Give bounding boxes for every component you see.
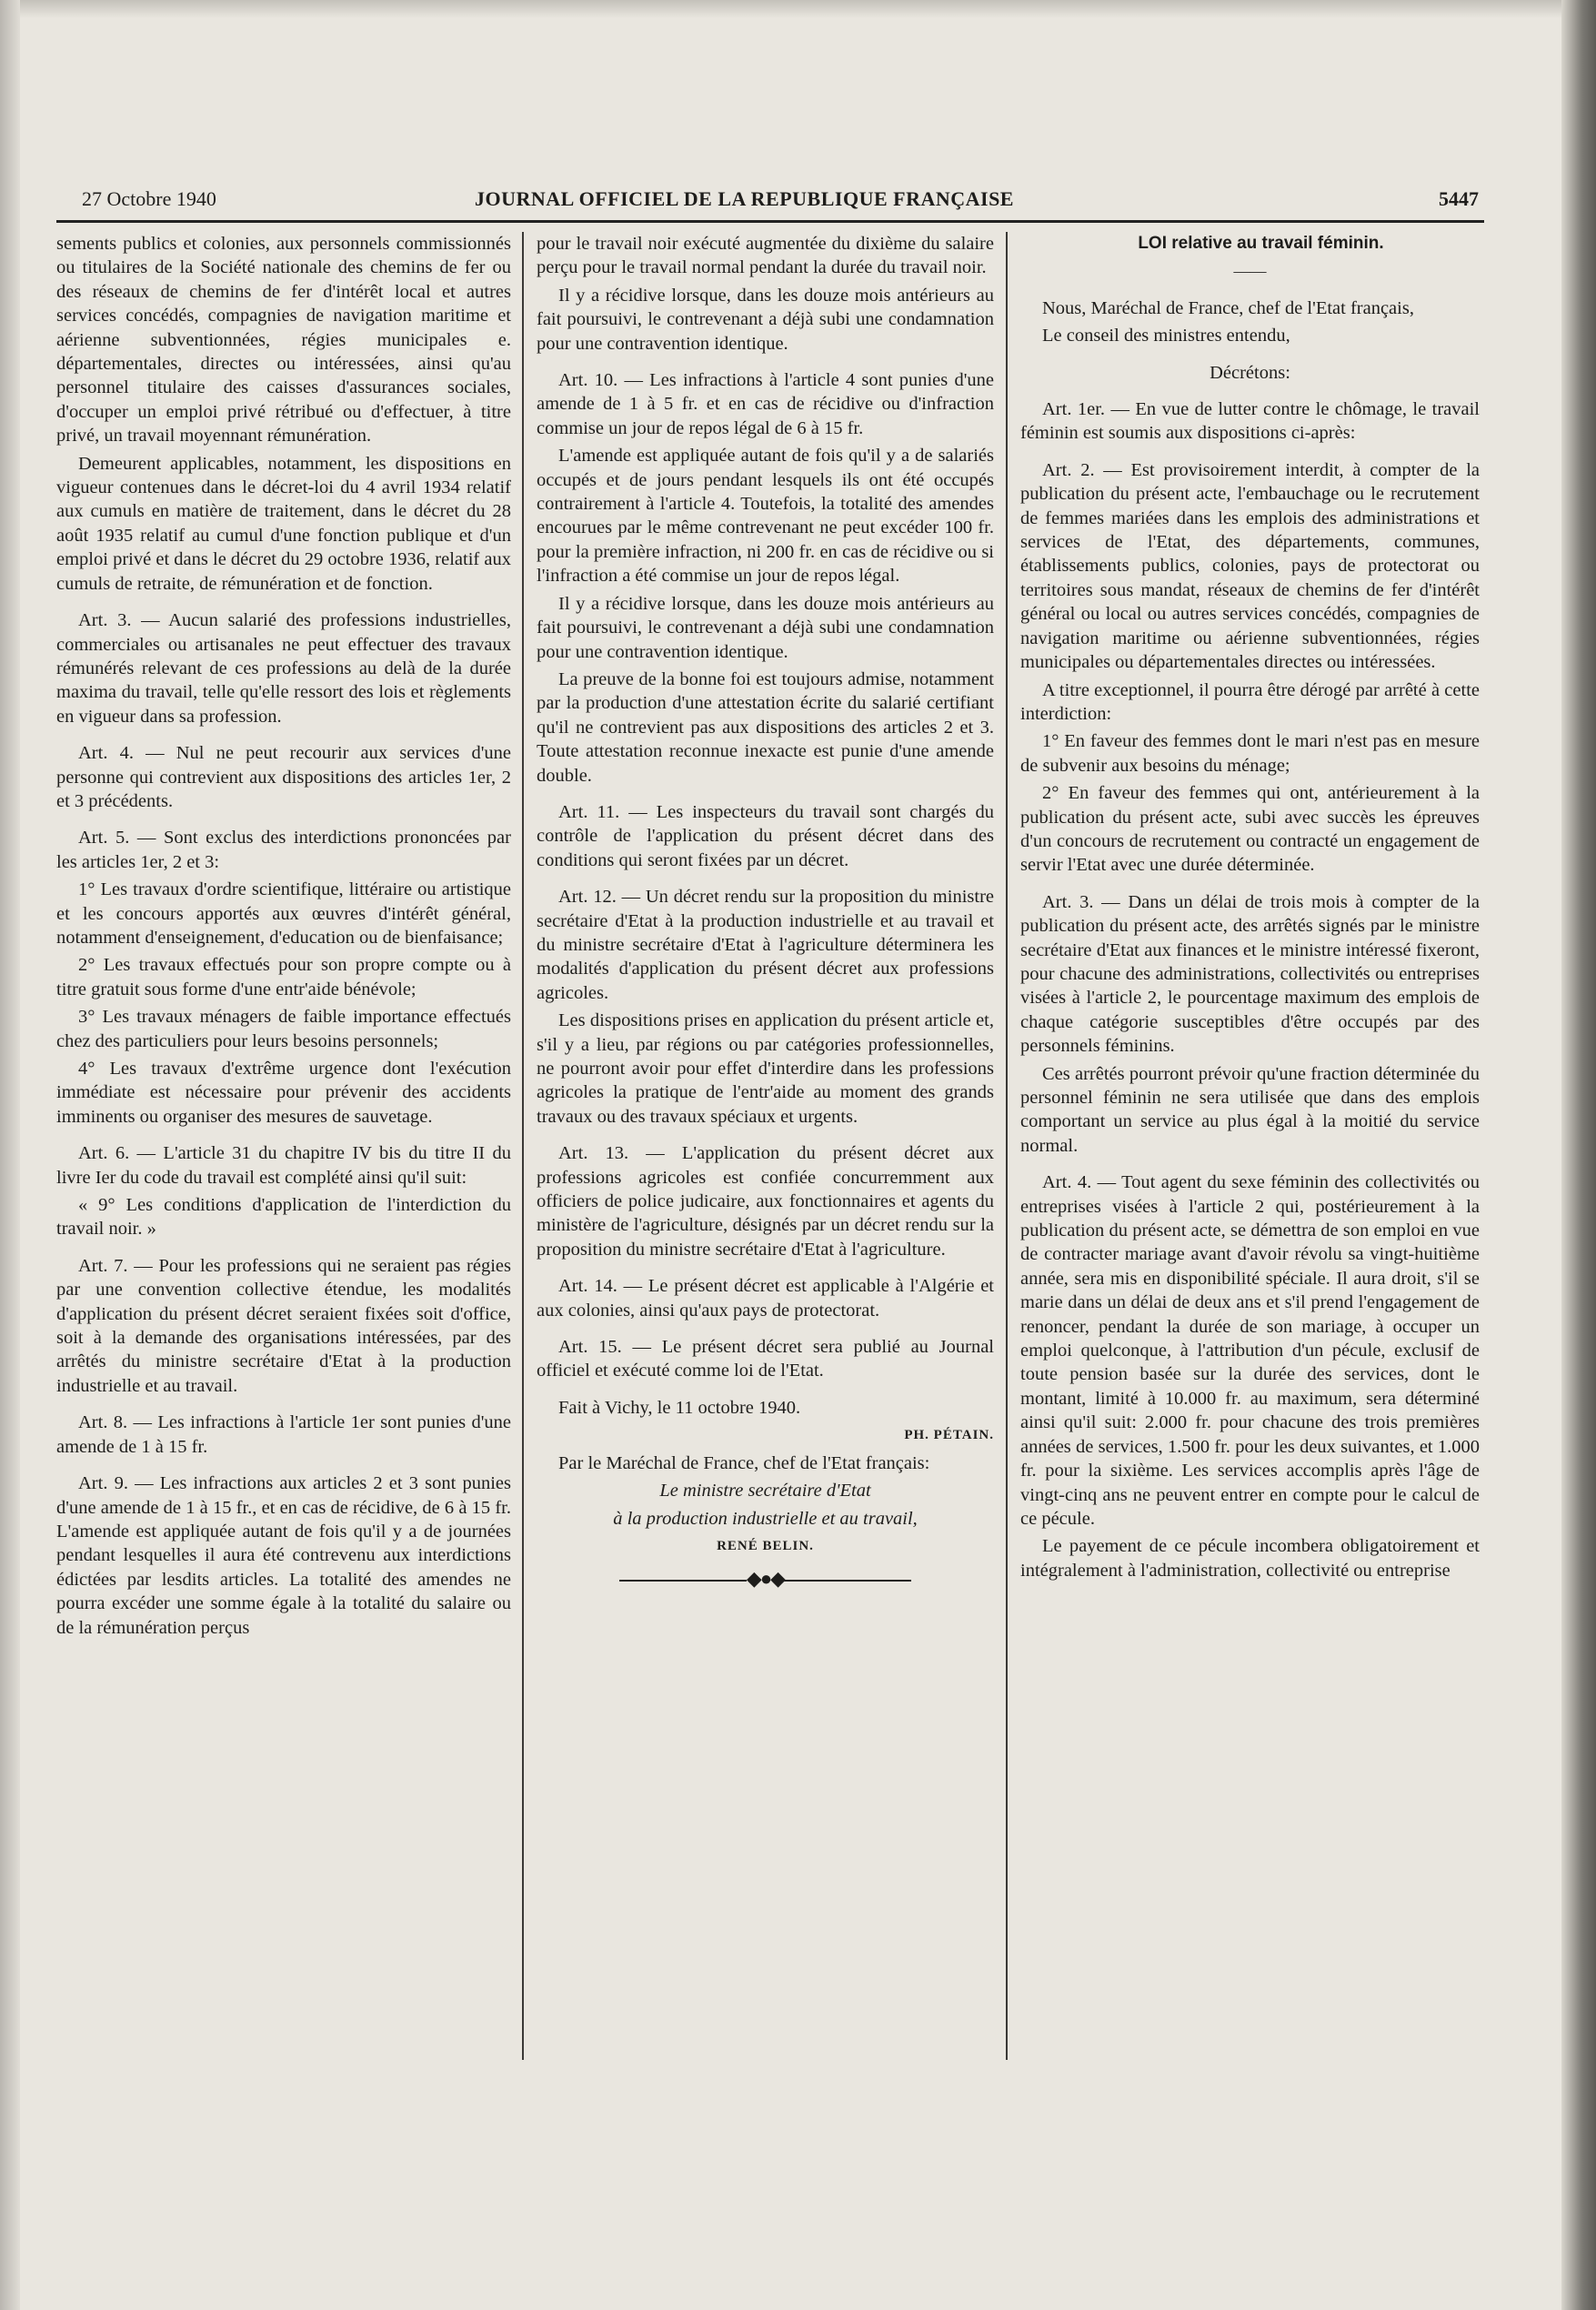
- article-6: Art. 6. — L'article 31 du chapitre IV bis du titre II du livre Ier du code du travail est complété ainsi qu'il suit:: [56, 1143, 511, 1188]
- column-3: [1020, 232, 1480, 1586]
- article-3: Art. 3. — Dans un délai de trois mois à compter de la publication du présent acte, des arrêtés signés par le ministre secrétaire d'Etat aux finances et le ministre intéressé fixeront, pour chacune des administrations, collectivités ou entreprises visées à l'article 2, le pourcentage maximum des emplois de chaque catégorie susceptibles d'être occupés par des personnels féminins.: [1020, 891, 1480, 1057]
- paragraph: A titre exceptionnel, il pourra être dérogé par arrêté à cette interdiction:: [1020, 679, 1480, 724]
- header-page-number: 5447: [1439, 187, 1479, 210]
- article-4: Art. 4. — Tout agent du sexe féminin des collectivités ou entreprises visées à l'article 2 qui, postérieurement à la publication du présent acte, se démettra de son emploi en vue de contracter mariage avant d'avoir révolu sa vingt-huitième année, sera mis en disponibilité spéciale. Il aura droit, s'il se marie dans un délai de deux ans et s'il prend l'engagement de renoncer, pendant la durée de son mariage, à occuper un emploi quelconque, à l'attribution d'un pécule, exclusif de toute pension basée sur la durée des services, dont le montant, limité à 10.000 fr. au maximum, sera déterminé ainsi qu'il suit: 2.000 fr. pour chacune des trois premières années de services, 1.500 fr. pour les deux suivantes, et 1.000 fr. pour la sixième. Les services accomplis après l'âge de vingt-cinq ans ne peuvent entrer en compte pour le calcul de ce pécule.: [1020, 1172, 1480, 1529]
- decree-word: Décrétons:: [1210, 362, 1290, 383]
- column-rule: [522, 232, 524, 2060]
- list-item: 4° Les travaux d'extrême urgence dont l'exécution immédiate est nécessaire pour prévenir des accidents imminents ou organiser des mesures de sauvetage.: [56, 1059, 511, 1127]
- header-date: 27 Octobre 1940: [82, 187, 216, 210]
- list-item: 3° Les travaux ménagers de faible importance effectués chez des particuliers pour leurs besoins personnels;: [56, 1007, 511, 1051]
- article-9: Art. 9. — Les infractions aux articles 2 et 3 sont punies d'une amende de 1 à 15 fr., et en cas de récidive, de 6 à 15 fr. L'amende est appliquée autant de fois qu'il y a de journées pendant lesquelles il aura été contrevenu aux interdictions édictées par lesdits articles. La totalité des amendes ne pourra excéder une somme égale à la totalité du salaire ou de la rémunération perçus: [56, 1473, 511, 1638]
- article-7: Art. 7. — Pour les professions qui ne seraient pas régies par une convention collective étendue, les modalités d'application du présent décret seraient fixées soit d'office, soit à la demande des organisations intéressées, par des arrêtés du ministre secrétaire d'Etat à la production industrielle et au travail.: [56, 1255, 511, 1396]
- minister-name: RENÉ BELIN.: [717, 1538, 814, 1553]
- list-item: 2° Les travaux effectués pour son propre compte ou à titre gratuit sous forme d'une entr'aide bénévole;: [56, 955, 511, 999]
- paragraph: Demeurent applicables, notamment, les dispositions en vigueur contenues dans le décret-loi du 4 avril 1934 relatif aux cumuls en matière de traitement, dans le décret du 28 août 1935 relatif au cumul d'une fonction publique et d'un emploi privé et dans le décret du 29 octobre 1936, relatif aux cumuls de retraite, de rémunération et de fonction.: [56, 453, 511, 594]
- section-ornament: ◆●◆: [537, 1567, 994, 1591]
- quotation: « 9° Les conditions d'application de l'interdiction du travail noir. »: [56, 1195, 511, 1240]
- article-10: Art. 10. — Les infractions à l'article 4 sont punies d'une amende de 1 à 5 fr. et en cas de récidive ou d'infraction commise un jour de repos légal de 6 à 15 fr.: [537, 370, 994, 438]
- paragraph: Il y a récidive lorsque, dans les douze mois antérieurs au fait poursuivi, le contrevenant a déjà subi une condamnation pour une contravention identique.: [537, 593, 994, 662]
- article-5: Art. 5. — Sont exclus des interdictions prononcées par les articles 1er, 2 et 3:: [56, 828, 511, 872]
- article-11: Art. 11. — Les inspecteurs du travail sont chargés du contrôle de l'application du présent décret dans des conditions qui seront fixées par un décret.: [537, 801, 994, 870]
- place-date: Fait à Vichy, le 11 octobre 1940.: [558, 1397, 801, 1418]
- minister-title: à la production industrielle et au travail,: [613, 1508, 918, 1529]
- paragraph: L'amende est appliquée autant de fois qu'il y a de salariés occupés et de jours pendant lesquels ils ont été occupés contrairement à l'article 4. Toutefois, la totalité des amendes encourues par le même contrevenant ne peut excéder 100 fr. pour la première infraction, ni 200 fr. en cas de récidive ou si l'infraction a été commise un jour de repos légal.: [537, 446, 994, 587]
- scan-border-top: [0, 0, 1596, 18]
- preamble: Nous, Maréchal de France, chef de l'Etat français,: [1042, 297, 1414, 318]
- preamble: Le conseil des ministres entendu,: [1042, 326, 1290, 346]
- list-item: 1° En faveur des femmes dont le mari n'est pas en mesure de subvenir aux besoins du ménage;: [1020, 731, 1480, 776]
- paragraph: pour le travail noir exécuté augmentée du dixième du salaire perçu pour le travail normal pendant la durée du travail noir.: [537, 234, 994, 278]
- paragraph: Il y a récidive lorsque, dans les douze mois antérieurs au fait poursuivi, le contrevenant a déjà subi une condamnation pour une contravention identique.: [537, 285, 994, 354]
- paragraph: sements publics et colonies, aux personnels commissionnés ou titulaires de la Société nationale des chemins de fer ou des réseaux de chemins de fer d'intérêt local et autres services concédés, compagnies de navigation maritime et aérienne subventionnées, régies municipales e. départementales, directes ou intéressées, ainsi qu'au personnel titulaire des caisses d'assurances sociales, d'occuper un emploi privé rétribué ou d'effectuer, à titre privé, un travail moyennant rémunération.: [56, 234, 511, 447]
- paragraph: Les dispositions prises en application du présent article et, s'il y a lieu, par régions ou par catégories professionnelles, ne pourront avoir pour effet d'interdire dans les professions agricoles la pratique de l'entr'aide au moment des grands travaux ou des travaux spéciaux et urgents.: [537, 1010, 994, 1127]
- column-2: [537, 232, 994, 1592]
- scan-border-left: [0, 0, 20, 2310]
- column-rule: [1006, 232, 1008, 2060]
- article-13: Art. 13. — L'application du présent décret aux professions agricoles est confiée concurremment aux officiers de police judicaire, aux fonctionnaires et agents du ministère de l'agriculture, désignés par un décret rendu sur la proposition du ministre secrétaire d'Etat à l'agriculture.: [537, 1143, 994, 1260]
- header-title: JOURNAL OFFICIEL DE LA REPUBLIQUE FRANÇAISE: [475, 187, 1014, 210]
- newspaper-page: [56, 178, 1484, 1638]
- paragraph: La preuve de la bonne foi est toujours admise, notamment par la production d'une attestation écrite du salarié certifiant qu'il ne contrevient pas aux dispositions des articles 2 et 3. Toute attestation reconnue inexacte est punie d'une amende double.: [537, 668, 994, 786]
- scan-border-right: [1561, 0, 1596, 2310]
- article-2: Art. 2. — Est provisoirement interdit, à compter de la publication du présent acte, l'embauchage ou le recrutement de femmes mariées dans les emplois des administrations et services de l'Etat, des départements, communes, établissements publics, colonies, pays de protectorat ou territoires sous mandat, réseaux de chemins de fer d'intérêt général ou local ou autres services concédés, compagnies de navigation maritime ou aérienne subventionnées, régies municipales ou départementales directes ou intéressées.: [1020, 459, 1480, 673]
- law-title: LOI relative au travail féminin.: [1138, 234, 1384, 253]
- article-8: Art. 8. — Les infractions à l'article 1er sont punies d'une amende de 1 à 15 fr.: [56, 1412, 511, 1457]
- page-header: [56, 178, 1484, 223]
- by-line: Par le Maréchal de France, chef de l'Etat français:: [558, 1452, 930, 1473]
- article-14: Art. 14. — Le présent décret est applicable à l'Algérie et aux colonies, ainsi qu'aux pays de protectorat.: [537, 1276, 994, 1321]
- signatory: PH. PÉTAIN.: [904, 1428, 994, 1443]
- article-1: Art. 1er. — En vue de lutter contre le chômage, le travail féminin est soumis aux dispositions ci-après:: [1020, 399, 1480, 444]
- title-divider: ——: [1233, 262, 1267, 281]
- list-item: 2° En faveur des femmes qui ont, antérieurement à la publication du présent acte, subi avec succès les épreuves d'un concours de recrutement ou contracté un engagement de servir l'Etat avec une durée déterminée.: [1020, 783, 1480, 876]
- article-12: Art. 12. — Un décret rendu sur la proposition du ministre secrétaire d'Etat à la production industrielle et au travail et du ministre secrétaire d'Etat à l'agriculture déterminera les modalités d'application du présent décret aux professions agricoles.: [537, 887, 994, 1003]
- column-1: [56, 232, 511, 1643]
- paragraph: Ces arrêtés pourront prévoir qu'une fraction déterminée du personnel féminin ne sera utilisée que dans des emplois comportant un service au plus égal à la moitié du service normal.: [1020, 1063, 1480, 1156]
- paragraph: Le payement de ce pécule incombera obligatoirement et intégralement à l'administration, collectivité ou entreprise: [1020, 1536, 1480, 1581]
- article-15: Art. 15. — Le présent décret sera publié au Journal officiel et exécuté comme loi de l'Etat.: [537, 1337, 994, 1381]
- article-4: Art. 4. — Nul ne peut recourir aux services d'une personne qui contrevient aux dispositions des articles 1er, 2 et 3 précédents.: [56, 743, 511, 811]
- minister-title: Le ministre secrétaire d'Etat: [659, 1481, 871, 1502]
- article-3: Art. 3. — Aucun salarié des professions industrielles, commerciales ou artisanales ne peut effectuer des travaux rémunérés relevant de ces professions au delà de la durée maxima du travail, telle qu'elle ressort des lois et règlements en vigueur dans sa profession.: [56, 610, 511, 727]
- list-item: 1° Les travaux d'ordre scientifique, littéraire ou artistique et les concours apportés aux œuvres d'intérêt général, notamment d'enseignement, d'education ou de bienfaisance;: [56, 879, 511, 948]
